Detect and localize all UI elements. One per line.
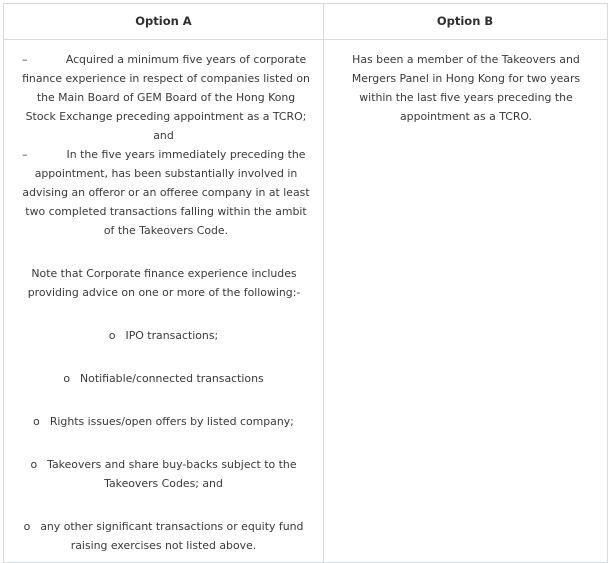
header-option-a: Option A (135, 14, 192, 28)
list-item: o any other significant transactions or equity fund raising exercises not listed above. (12, 517, 315, 555)
requirement-1 (22, 50, 310, 126)
table-header-row (4, 4, 607, 40)
dash-marker: – (22, 53, 28, 66)
comparison-table (3, 3, 608, 563)
requirement-2 (22, 145, 310, 240)
note-paragraph: Note that Corporate finance experience includes providing advice on one or more of the following:- (27, 267, 301, 299)
bullet-icon: o (33, 415, 40, 428)
requirement-2-text: In the five years immediately preceding the appointment, has been substantially involved in advising an offeror or an offeree company in at least two completed transactions falling within the ambit of the Takeovers Code. (22, 148, 310, 237)
list-item: o Notifiable/connected transactions (4, 369, 323, 388)
header-option-b: Option B (436, 14, 494, 28)
bullet-icon: o (63, 372, 71, 385)
bullet-icon: o (108, 329, 116, 342)
column-divider (323, 4, 324, 562)
requirement-1-text: Acquired a minimum five years of corporate finance experience in respect of companies listed on the Main Board of GEM Board of the Hong Kong Stock Exchange preceding appointment as a TCRO; (22, 53, 310, 123)
bullet-icon: o (23, 520, 31, 533)
list-item: o Takeovers and share buy-backs subject to the Takeovers Codes; and (16, 455, 311, 493)
list-item: o IPO transactions; (4, 326, 323, 345)
conjunction-and: and (153, 129, 174, 142)
list-item: o Rights issues/open offers by listed company; (4, 412, 323, 431)
bullet-icon: o (30, 458, 38, 471)
option-b-text: Has been a member of the Takeovers and Mergers Panel in Hong Kong for two years within the last five years preceding the appointment as a TCRO. (351, 53, 581, 123)
dash-marker: – (22, 148, 28, 161)
